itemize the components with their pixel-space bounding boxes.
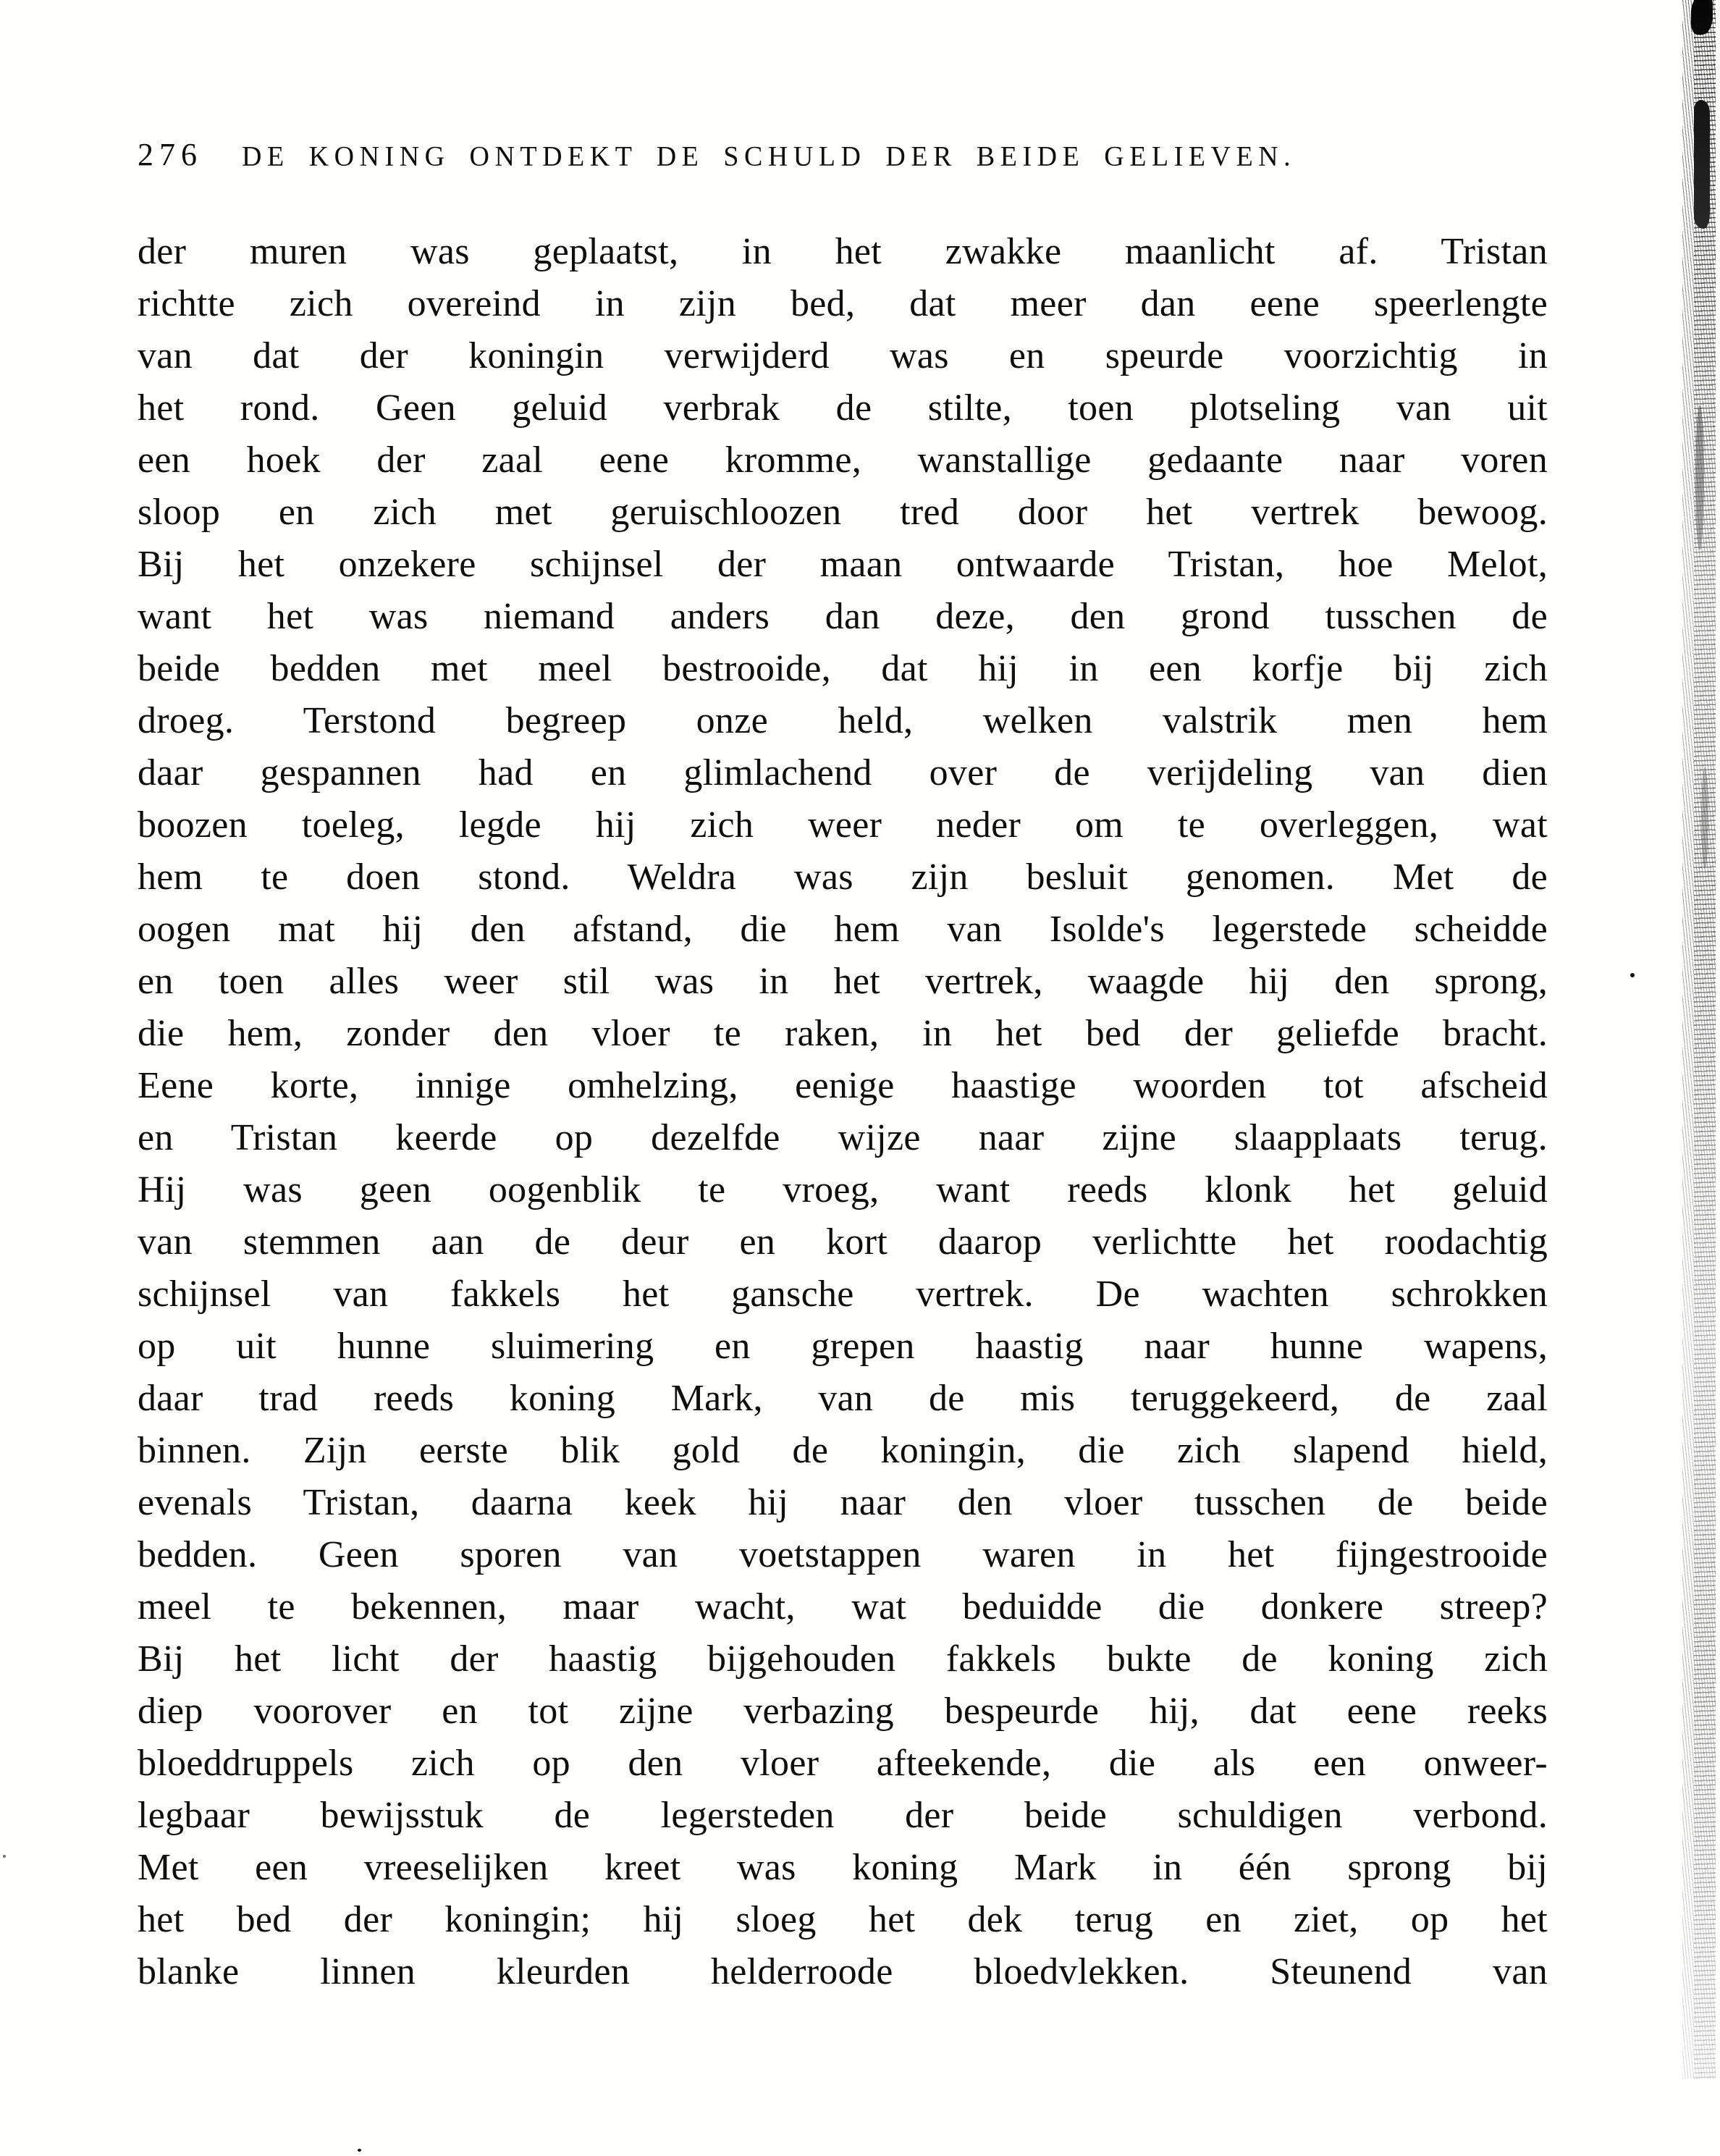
text-line: der muren was geplaatst, in het zwakke maanlicht af. Tristan: [138, 231, 1548, 272]
text-line: en toen alles weer stil was in het vertrek, waagde hij den sprong,: [138, 961, 1548, 1002]
text-line: boozen toeleg, legde hij zich weer neder om te overleggen, wat: [138, 804, 1548, 846]
text-line: beide bedden met meel bestrooide, dat hij in een korfje bij zich: [138, 648, 1548, 689]
text-line: daar trad reeds koning Mark, van de mis teruggekeerd, de zaal: [138, 1378, 1548, 1419]
text-line: diep voorover en tot zijne verbazing bespeurde hij, dat eene reeks: [138, 1690, 1548, 1732]
text-line: Bij het onzekere schijnsel der maan ontwaarde Tristan, hoe Melot,: [138, 544, 1548, 585]
body-text-block: [138, 226, 1548, 1998]
text-line: evenals Tristan, daarna keek hij naar den vloer tusschen de beide: [138, 1482, 1548, 1523]
text-line: want het was niemand anders dan deze, den grond tusschen de: [138, 596, 1548, 637]
text-line: een hoek der zaal eene kromme, wanstallige gedaante naar voren: [138, 439, 1548, 481]
text-line: legbaar bewijsstuk de legersteden der beide schuldigen verbond.: [138, 1795, 1548, 1836]
running-title: DE KONING ONTDEKT DE SCHULD DER BEIDE GELIEVEN.: [242, 140, 1297, 172]
scan-speck: [3, 1855, 6, 1858]
text-line: droeg. Terstond begreep onze held, welken valstrik men hem: [138, 700, 1548, 741]
scan-speck: [358, 2149, 361, 2152]
text-line: die hem, zonder den vloer te raken, in het bed der geliefde bracht.: [138, 1013, 1548, 1054]
text-line: Hij was geen oogenblik te vroeg, want reeds klonk het geluid: [138, 1169, 1548, 1210]
text-line: Eene korte, innige omhelzing, eenige haastige woorden tot afscheid: [138, 1065, 1548, 1106]
text-line: bedden. Geen sporen van voetstappen waren in het fijngestrooide: [138, 1534, 1548, 1575]
text-line: schijnsel van fakkels het gansche vertrek. De wachten schrokken: [138, 1273, 1548, 1315]
page-number: 276: [138, 137, 203, 172]
text-line: en Tristan keerde op dezelfde wijze naar zijne slaapplaats terug.: [138, 1117, 1548, 1158]
page-header: [138, 136, 1513, 173]
text-line: hem te doen stond. Weldra was zijn besluit genomen. Met de: [138, 856, 1548, 898]
text-line: oogen mat hij den afstand, die hem van Isolde's legerstede scheidde: [138, 909, 1548, 950]
text-line: richtte zich overeind in zijn bed, dat meer dan eene speerlengte: [138, 283, 1548, 324]
text-line: van stemmen aan de deur en kort daarop verlichtte het roodachtig: [138, 1221, 1548, 1263]
text-line: bloeddruppels zich op den vloer afteekende, die als een onweer-: [138, 1743, 1548, 1784]
scan-noise-fade: [1682, 0, 1716, 2079]
text-line: van dat der koningin verwijderd was en speurde voorzichtig in: [138, 335, 1548, 376]
text-line: binnen. Zijn eerste blik gold de koningin, die zich slapend hield,: [138, 1430, 1548, 1471]
text-line: het rond. Geen geluid verbrak de stilte, toen plotseling van uit: [138, 387, 1548, 429]
text-line: sloop en zich met geruischloozen tred door het vertrek bewoog.: [138, 492, 1548, 533]
text-line: het bed der koningin; hij sloeg het dek terug en ziet, op het: [138, 1899, 1548, 1940]
text-line: Met een vreeselijken kreet was koning Mark in één sprong bij: [138, 1847, 1548, 1888]
text-line: daar gespannen had en glimlachend over de verijdeling van dien: [138, 752, 1548, 793]
binding-shadow-noise: [1682, 0, 1716, 2079]
text-line: blanke linnen kleurden helderroode bloedvlekken. Steunend van: [138, 1951, 1548, 1992]
text-line: Bij het licht der haastig bijgehouden fakkels bukte de koning zich: [138, 1638, 1548, 1680]
text-line: meel te bekennen, maar wacht, wat beduidde die donkere streep?: [138, 1586, 1548, 1627]
scan-speck: [1630, 973, 1635, 977]
text-line: op uit hunne sluimering en grepen haastig naar hunne wapens,: [138, 1326, 1548, 1367]
